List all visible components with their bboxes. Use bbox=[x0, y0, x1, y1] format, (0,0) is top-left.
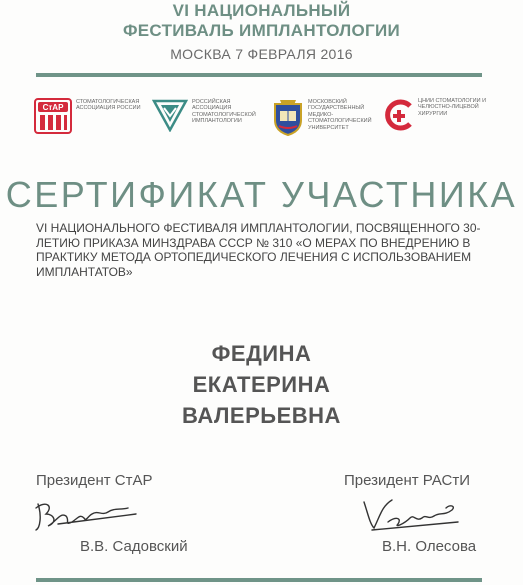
star-logo-block bbox=[34, 98, 142, 134]
star-logo-text: СТОМАТОЛОГИЧЕСКАЯ АССОЦИАЦИЯ РОССИИ bbox=[76, 99, 141, 112]
right-signatory-role: Президент РАСтИ bbox=[344, 472, 470, 489]
cniis-logo-icon bbox=[384, 98, 414, 132]
festival-title-line2: ФЕСТИВАЛЬ ИМПЛАНТОЛОГИИ bbox=[122, 21, 401, 40]
star-logo-mark: СтАР bbox=[42, 103, 64, 112]
left-signatory-role: Президент СтАР bbox=[36, 472, 153, 489]
left-signatory-name: В.В. Садовский bbox=[80, 538, 188, 555]
rasti-logo-icon bbox=[152, 98, 188, 132]
university-logo-block bbox=[272, 98, 380, 136]
university-crest-icon bbox=[272, 98, 304, 136]
star-logo-icon bbox=[34, 98, 72, 134]
bottom-divider bbox=[36, 578, 482, 582]
left-signature-image bbox=[28, 494, 148, 534]
festival-date: МОСКВА 7 ФЕВРАЛЯ 2016 bbox=[170, 46, 353, 62]
certificate-title: СЕРТИФИКАТ УЧАСТНИКА bbox=[5, 174, 518, 215]
university-logo-text: МОСКОВСКИЙ ГОСУДАРСТВЕННЫЙ МЕДИКО-СТОМАТОЛОГИЧЕСКИЙ УНИВЕРСИТЕТ bbox=[308, 99, 372, 131]
festival-header bbox=[0, 0, 523, 62]
cniis-logo-text: ЦНИИ СТОМАТОЛОГИИ И ЧЕЛЮСТНО-ЛИЦЕВОЙ ХИРУРГИИ bbox=[418, 98, 487, 117]
festival-title-line1: VI НАЦИОНАЛЬНЫЙ bbox=[172, 1, 351, 20]
certificate-description: VI НАЦИОНАЛЬНОГО ФЕСТИВАЛЯ ИМПЛАНТОЛОГИИ, ПОСВЯЩЕННОГО 30-ЛЕТИЮ ПРИКАЗА МИНЗДРАВА СССР № 310 «О МЕРАХ ПО ВНЕДРЕНИЮ В ПРАКТИКУ МЕТОДА ОРТОПЕДИЧЕСКОГО ЛЕЧЕНИЯ С ИСПОЛЬЗОВАНИЕМ ИМПЛАНТАТОВ» bbox=[36, 221, 481, 279]
recipient-first-name: ЕКАТЕРИНА bbox=[192, 372, 331, 397]
recipient-surname: ФЕДИНА bbox=[211, 341, 312, 366]
right-signature-image bbox=[352, 494, 472, 534]
right-signatory-name: В.Н. Олесова bbox=[382, 538, 477, 555]
top-divider bbox=[36, 73, 482, 77]
cniis-logo-block bbox=[384, 98, 490, 132]
recipient-patronymic: ВАЛЕРЬЕВНА bbox=[182, 403, 341, 428]
rasti-logo-block bbox=[152, 98, 260, 132]
rasti-logo-text: РОССИЙСКАЯ АССОЦИАЦИЯ СТОМАТОЛОГИЧЕСКОЙ ИМПЛАНТОЛОГИИ bbox=[192, 99, 256, 125]
